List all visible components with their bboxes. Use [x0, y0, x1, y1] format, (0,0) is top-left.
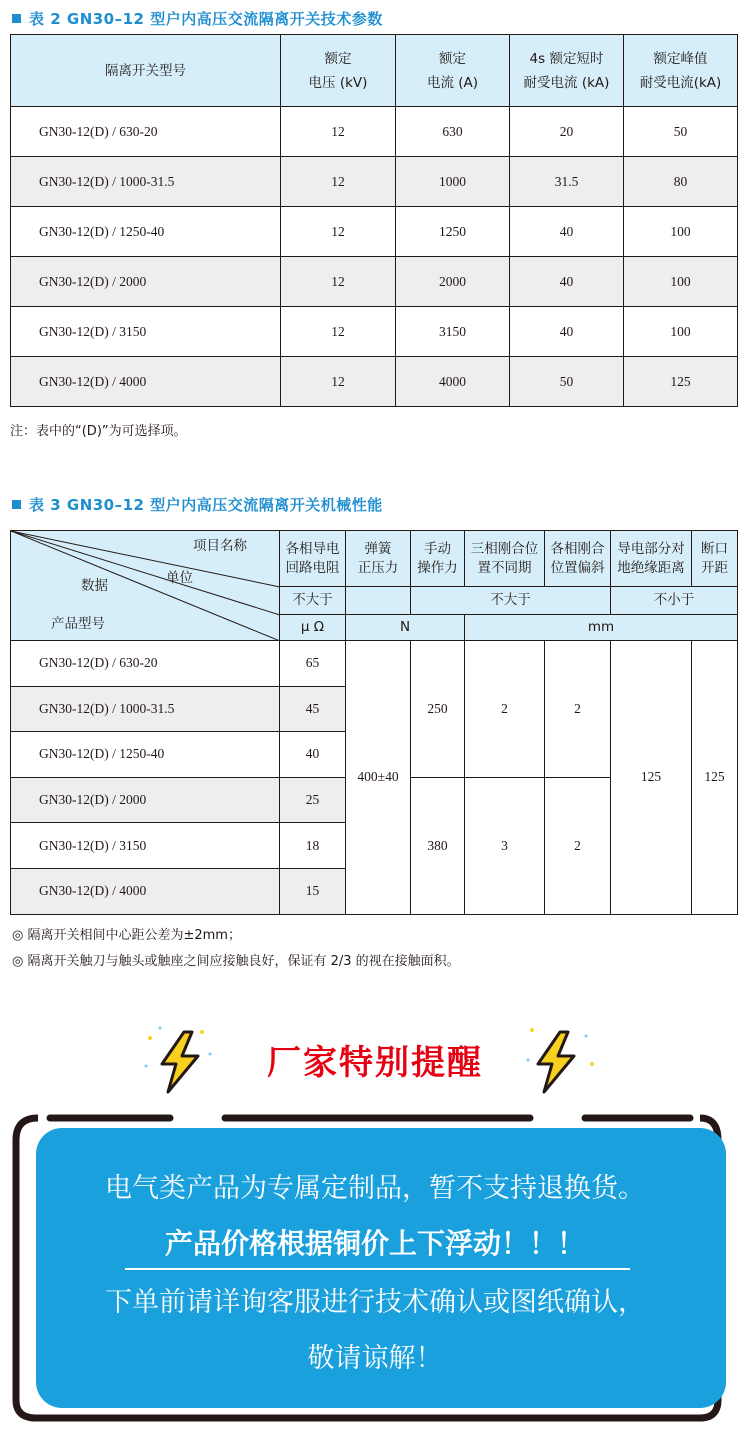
square-bullet-icon [12, 14, 21, 23]
gap-value: 125 [692, 641, 738, 915]
table-row: GN30-12(D) / 3150 12 3150 40 100 [11, 307, 738, 357]
offset-value-2: 2 [545, 777, 611, 914]
spec-table [10, 34, 738, 407]
limit-not-greater: 不大于 [411, 587, 611, 615]
header-manual: 手动 操作力 [411, 531, 465, 587]
table-row: GN30-12(D) / 3150 18 [11, 823, 738, 869]
notice-line-1: 电气类产品为专属定制品，暂不支持退换货。 [105, 1173, 645, 1204]
corner-item-label: 项目名称 [193, 538, 247, 554]
header-spring: 弹簧 正压力 [346, 531, 411, 587]
table-row: GN30-12(D) / 1000-31.5 45 [11, 686, 738, 732]
table-header-row [11, 35, 738, 107]
header-insulation: 导电部分对 地绝缘距离 [611, 531, 692, 587]
table2-title-text: 表 2 GN30–12 型户内高压交流隔离开关技术参数 [29, 10, 383, 28]
header-async: 三相刚合位 置不同期 [465, 531, 545, 587]
unit-newton: N [346, 615, 465, 641]
corner-unit-label: 单位 [166, 570, 193, 586]
manual-value-1: 250 [411, 641, 465, 778]
notice-line-2: 产品价格根据铜价上下浮动！！！ [164, 1227, 585, 1260]
table3-note-1: ◎ 隔离开关相间中心距公差为±2mm； [12, 928, 241, 943]
unit-mm: mm [465, 615, 738, 641]
insulation-value: 125 [611, 641, 692, 915]
corner-data-label: 数据 [81, 578, 108, 594]
table3-title [12, 494, 383, 515]
corner-model-label: 产品型号 [51, 616, 105, 632]
table-row: GN30-12(D) / 1250-40 12 1250 40 100 [11, 207, 738, 257]
table2-title [12, 8, 383, 29]
manual-value-2: 380 [411, 777, 465, 914]
table-row: GN30-12(D) / 630-20 12 630 20 50 [11, 107, 738, 157]
header-current: 额定 电流 (A) [396, 35, 510, 107]
notice-line-3: 下单前请详询客服进行技术确认或图纸确认， [105, 1287, 645, 1318]
corner-header [11, 531, 280, 641]
spring-value: 400±40 [346, 641, 411, 915]
table-row: GN30-12(D) / 630-20 65 400±40 250 2 2 125 125 [11, 641, 738, 687]
square-bullet-icon [12, 500, 21, 509]
header-peak: 额定峰值 耐受电流(kA) [624, 35, 738, 107]
table2-note: 注：表中的“(D)”为可选择项。 [10, 424, 187, 439]
table-row: GN30-12(D) / 1000-31.5 12 1000 31.5 80 [11, 157, 738, 207]
unit-ohm: μ Ω [280, 615, 346, 641]
limit-resistance: 不大于 [280, 587, 346, 615]
offset-value-1: 2 [545, 641, 611, 778]
table-row: GN30-12(D) / 4000 12 4000 50 125 [11, 357, 738, 407]
header-voltage: 额定 电压 (kV) [281, 35, 396, 107]
table-header-row [11, 531, 738, 587]
limit-spring-empty [346, 587, 411, 615]
header-gap: 断口 开距 [692, 531, 738, 587]
table-row: GN30-12(D) / 2000 25 380 3 2 [11, 777, 738, 823]
table-row: GN30-12(D) / 1250-40 40 [11, 732, 738, 778]
header-model: 隔离开关型号 [11, 35, 281, 107]
table3-note-2: ◎ 隔离开关触刀与触头或触座之间应接触良好，保证有 2/3 的视在接触面积。 [12, 954, 460, 969]
notice-divider [125, 1268, 630, 1270]
table-row: GN30-12(D) / 2000 12 2000 40 100 [11, 257, 738, 307]
mechanical-table [10, 530, 738, 915]
header-resistance: 各相导电 回路电阻 [280, 531, 346, 587]
notice-line-4: 敬请谅解！ [307, 1343, 443, 1374]
header-offset: 各相刚合 位置偏斜 [545, 531, 611, 587]
limit-not-less: 不小于 [611, 587, 738, 615]
table3-title-text: 表 3 GN30–12 型户内高压交流隔离开关机械性能 [29, 496, 383, 514]
async-value-2: 3 [465, 777, 545, 914]
table-row: GN30-12(D) / 4000 15 [11, 868, 738, 914]
header-short-time: 4s 额定短时 耐受电流 (kA) [510, 35, 624, 107]
async-value-1: 2 [465, 641, 545, 778]
notice-title: 厂家特别提醒 [267, 1043, 483, 1083]
